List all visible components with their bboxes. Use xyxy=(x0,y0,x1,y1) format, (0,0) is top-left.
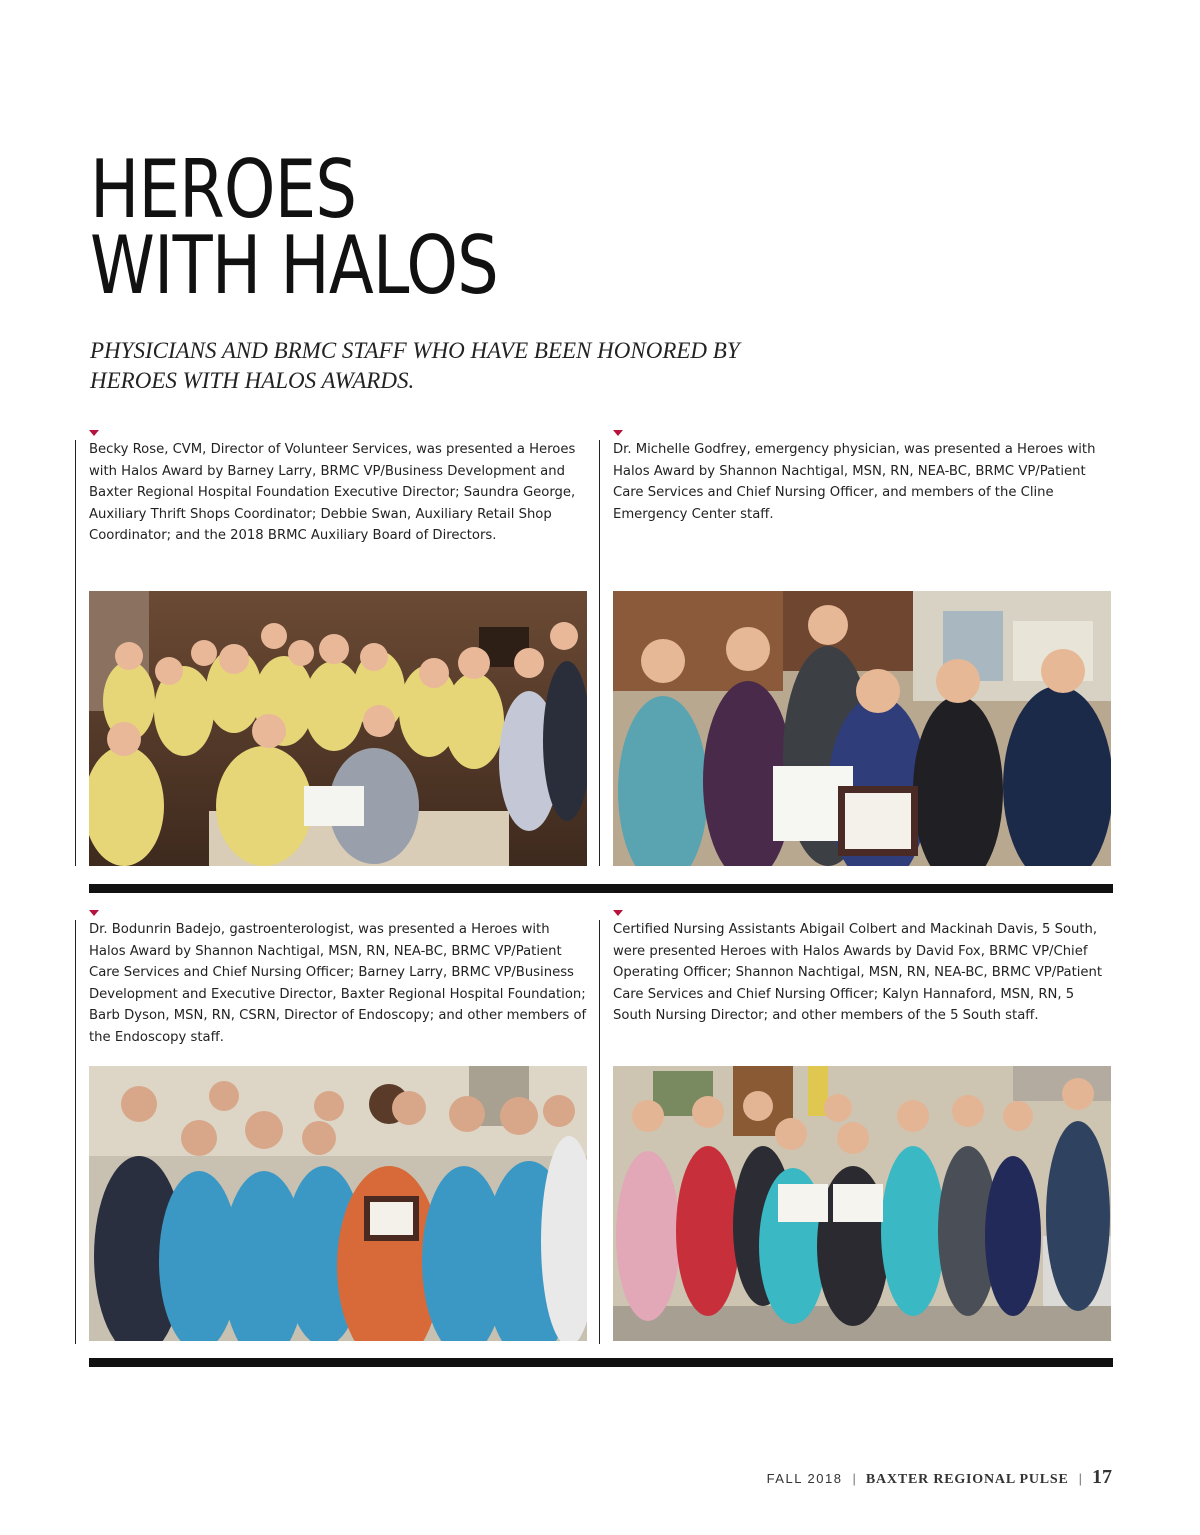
photo-caption: Dr. Bodunrin Badejo, gastroenterologist, was presented a Heroes with Halos Award by Shannon Nachtigal, MSN, RN, NEA-BC, BRMC VP/Patient Care Services and Chief Nursing Officer; Barney Larry, BRMC VP/Business Development and Executive Director, Baxter Regional Hospital Foundation; Barb Dyson, MSN, RN, CSRN, Director of Endoscopy; and other members of the Endoscopy staff. xyxy=(89,922,587,1045)
column-rule xyxy=(599,920,600,1344)
triangle-marker-icon xyxy=(613,430,623,436)
group-photo xyxy=(613,591,1111,866)
group-photo xyxy=(89,591,587,866)
column-rule xyxy=(75,440,76,866)
magazine-name: BAXTER REGIONAL PULSE xyxy=(865,1472,1069,1487)
photo-caption: Certified Nursing Assistants Abigail Colbert and Mackinah Davis, 5 South, were presented Heroes with Halos Awards by David Fox, BRMC VP/Chief Operating Officer; Shannon Nachtigal, MSN, RN, NEA-BC, BRMC VP/Patient Care Services and Chief Nursing Officer; Kalyn Hannaford, MSN, RN, 5 South Nursing Director; and other members of the 5 South staff. xyxy=(613,922,1103,1024)
column-rule xyxy=(599,440,600,866)
triangle-marker-icon xyxy=(89,910,99,916)
column-rule xyxy=(75,920,76,1344)
photo-caption: Dr. Michelle Godfrey, emergency physician, was presented a Heroes with Halos Award by Shannon Nachtigal, MSN, RN, NEA-BC, BRMC VP/Patient Care Services and Chief Nursing Officer, and members of the Cline Emergency Center staff. xyxy=(613,442,1096,522)
page-footer xyxy=(767,1466,1112,1489)
section-divider xyxy=(89,884,1113,893)
page-number: 17 xyxy=(1092,1466,1112,1488)
triangle-marker-icon xyxy=(613,910,623,916)
footer-separator: | xyxy=(1078,1471,1082,1486)
article-title xyxy=(90,143,498,312)
issue-season: FALL 2018 xyxy=(766,1471,843,1486)
title-line-1: HEROES xyxy=(90,143,357,236)
group-photo xyxy=(89,1066,587,1341)
photo-caption: Becky Rose, CVM, Director of Volunteer Services, was presented a Heroes with Halos Award by Barney Larry, BRMC VP/Business Development and Baxter Regional Hospital Foundation Executive Director; Saundra George, Auxiliary Thrift Shops Coordinator; Debbie Swan, Auxiliary Retail Shop Coordinator; and the 2018 BRMC Auxiliary Board of Directors. xyxy=(89,442,576,544)
footer-separator: | xyxy=(852,1471,856,1486)
title-line-2: WITH HALOS xyxy=(90,219,498,312)
article-subtitle: PHYSICIANS AND BRMC STAFF WHO HAVE BEEN HONORED BY HEROES WITH HALOS AWARDS. xyxy=(90,338,740,393)
section-divider xyxy=(89,1358,1113,1367)
group-photo xyxy=(613,1066,1111,1341)
triangle-marker-icon xyxy=(89,430,99,436)
